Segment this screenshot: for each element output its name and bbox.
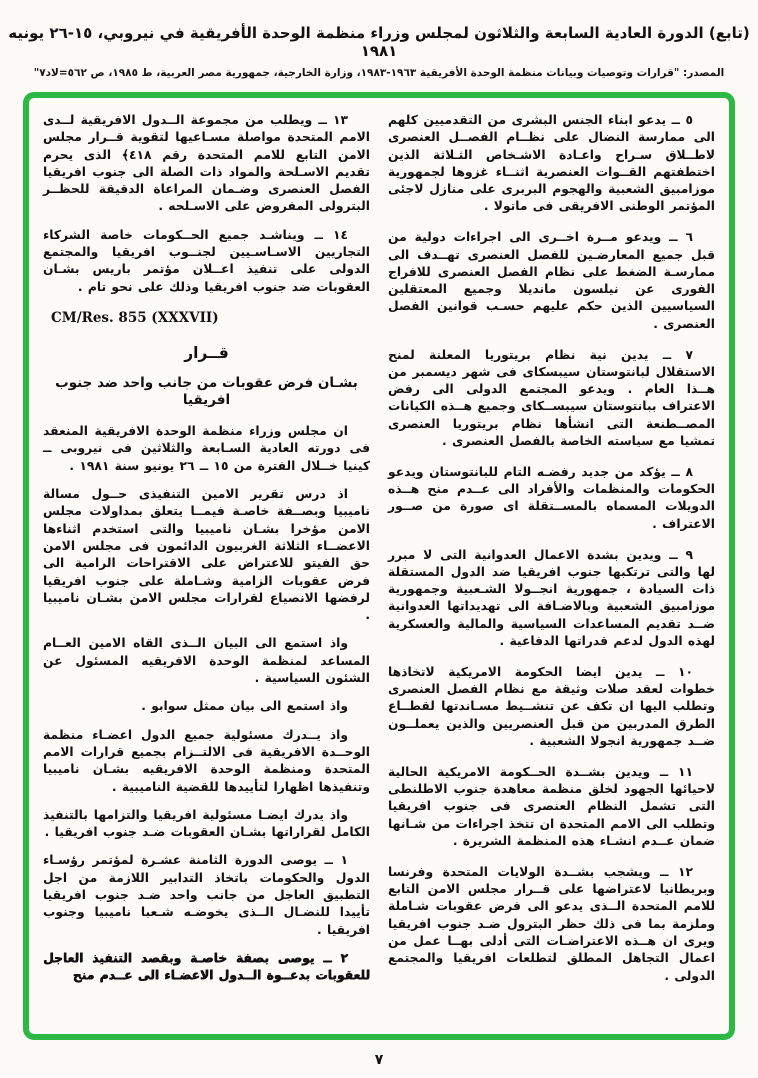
left-column: [43, 112, 370, 1024]
paragraph: ٩ ــ ويدين بشدة الاعمال العدوانية التى لا مبرر لها والتى ترتكبها جنوب افريقيا ضد الدول المستقلة ذات السيادة ، جمهورية انجــولا الشـعبية وجمهورية موزامبيق الشعبية وبالاضـافة الى تهديداتها العدوانية ضــد تقديم المساعدات السياسية والمالية والعسكرية لهذه الدول لدعم قدراتها الدفاعية .: [388, 547, 715, 649]
paragraph: ٧ ــ يدين نية نظام بريتوريا المعلنة لمنح الاستقلال لبانتوستان سيبسكاى فى شهر ديسمبر من هــذا العام . ويدعو المجتمع الدولى الى رفض الاعتراف ببانتوستان سيبســكاى وجميع هــذه الكيانات المصــطنعة التى انشأها نظام بريتوريا العنصرى تمشيا مع سياسته الخاصة بالفصل العنصرى .: [388, 347, 715, 449]
page-header: [0, 0, 758, 79]
text-columns: [43, 112, 715, 1024]
paragraph: ٦ ــ ويدعو مــرة اخــرى الى اجراءات دولية من قبل جميع المعارضـين للفصل العنصرى تهــدف الى ممارسـة الضغط على نظام الفصل العنصرى للافراج الفورى عن نيلسون مانديلا وجميع المعتقلين السياسيين الذين حكم عليهم حسـب قوانين الفصل العنصرى .: [388, 230, 715, 331]
paragraph: ١٤ ــ ويناشـد جميع الحــكومات خاصة الشركاء التجاريين الاسـاسـيين لجنــوب افريقيا والمجتمع الدولى على تنفيذ اعــلان مؤتمر باريس بشـان العقوبات ضد جنوب افريقيا وذلك على نحو تام .: [43, 227, 370, 294]
paragraph: ٢ ــ يوصى بصفة خاصـة وبقصد التنفيذ العاجل للعقوبات بدعــوة الــدول الاعضـاء الى عــدم منح: [43, 950, 370, 983]
paragraph: ١ ــ يوصى الدورة الثامنة عشـرة لمؤتمر رؤسـاء الدول والحكومات باتخاذ التدابير اللازمة من اجل التطبيق العاجل من جانب واحد ضـد جنوب افريقيا تأييدا للنضـال الــذى يخوضـه شـعبا ناميبيا وجنوب افريقيا .: [43, 853, 370, 937]
right-column: [388, 112, 715, 1024]
paragraph: ٨ ــ يؤكد من جديد رفضـه التام للبانتوستان ويدعو الحكومات والمنظمات والأفراد الى عــدم منح هــذه الدويلات المسماه بالمســتقلة اى صورة من صــور الاعتراف .: [388, 464, 715, 531]
page-number: ٧: [374, 1052, 384, 1068]
paragraph: واذ يــدرك مسئولية جميع الدول اعضـاء منظمة الوحــدة الافريقية فى الالتــزام بجميع قرارات الامم المتحدة ومنظمة الوحدة الافريقيه بشـان ناميبيا وتنفيذها اظهارا لتأييدها للقضية الناميبية .: [43, 727, 370, 794]
paragraph: واذ يدرك ايضـا مسئولية افريقيا والتزامها بالتنفيذ الكامل لقراراتها بشـان العقوبات ضـد جنوب افريقيا .: [43, 807, 370, 840]
resolution-code: CM/Res. 855 (XXXVII): [51, 309, 219, 326]
resolution-subtitle: بشـان فرض عقوبات من جانب واحد ضد جنوب افريقيا: [55, 374, 358, 408]
source-citation: المصدر: "قرارات وتوصيات وبيانات منظمة الوحدة الأفريقية ١٩٦٣-١٩٨٣، وزارة الخارجية، جمهورية مصر العربية، ط ١٩٨٥، ص ٥٦٢=لاد٧": [33, 67, 725, 79]
paragraph: ١٣ ــ ويطلب من مجموعة الــدول الافريقية لــدى الامم المتحدة مواصلة مسـاعيها لتقوية قــرار مجلس الامن التابع للامم المتحدة رقم ٤١٨﴾ الذى يحرم تقديم الاسـلحة والمواد ذات الصلة الى جنوب افريقيا الفصل العنصرى وضـمان المراعاة الدقيقة للحظــر البترولى المفروض على الاسـلحه .: [43, 113, 370, 214]
paragraph: اذ درس تقرير الامين التنفيذى حــول مسالة ناميبيا وبصــفة خاصـة فيمــا يتعلق بمداولات مجلس الامن مؤخرا بشـان ناميبيا والتى استخدم اثناءها الاعضــاء الثلاثة الغربيون الدائمون فى مجلس الامن حق الفيتو للاعتراض على الاقتراحات الرامية الى فرض عقوبات الزامية وشـاملة على جنوب افريقيا لرفضها الانصياع لقرارات مجلس الامن بشـان ناميبيا .: [43, 487, 370, 623]
left-column-top: [43, 112, 370, 296]
paragraph: واذ استمع الى البيان الــذى القاه الامين العــام المساعد لمنظمة الوحدة الافريقيه المسئول عن الشئون السياسية .: [43, 636, 370, 686]
paragraph: واذ استمع الى بيان ممثل سوابو .: [141, 699, 348, 714]
paragraph: ١٢ ــ ويشجب بشــدة الولايات المتحدة وفرنسا وبريطانيا لاعتراضها على قــرار مجلس الامن التابع للامم المتحدة الــذى يدعو الى فرض عقوبات شـاملة وملزمة بما فى ذلك حظر البترول ضـد جنوب افريقيا ويرى ان هــذه الاعتراضـات التى أدلى بهــا عمل من اعمال التجاهل المطلق لتطلعات افريقيا والمجتمع الدولى .: [388, 864, 715, 983]
resolution-title: قــرار: [184, 344, 229, 363]
paragraph: ٥ ــ يدعو ابناء الجنس البشرى من التقدميين كلهم الى ممارسة النضال على نظــام الفصــل العنصرى لاطــلاق سـراح واعـادة الاشـخاص الثـلاثة الذين اختطفتهم القــوات العنصرية اثنــاء غزوها لجمهورية موزامبيق الشعبية والهجوم البربرى على منازل لاجئى المؤتمر الوطنى الافريقى فى ماتولا .: [388, 113, 715, 214]
paragraph: ان مجلس وزراء منظمة الوحدة الافريقية المنعقد فى دورته العادية السـابعة والثلاثين فى نيروبى ــ كينيا خــلال الفترة من ١٥ ــ ٢٦ يونيو سنة ١٩٨١ .: [43, 424, 370, 473]
session-title: (تابع) الدورة العادية السابعة والثلاثون لمجلس وزراء منظمة الوحدة الأفريقية في نيروبي، ١٥-٢٦ يونيه ١٩٨١: [8, 24, 750, 60]
paragraph: ١١ ــ ويدين بشــدة الحــكومة الامريكية الحالية لاحيائها الجهود لخلق منظمة معاهدة جنوب الاطلنطى التى تشمل النظام العنصرى فى جنوب افريقيا وتطلب الى الامم المتحدة ان تتخذ اجراءات من شـانها ضمان عــدم انشـاء هذه المنظمة الشريرة .: [388, 764, 715, 848]
left-column-body: [43, 423, 370, 984]
paragraph: ١٠ ــ يدين ايضا الحكومة الامريكية لاتخاذها خطوات لعقد صلات وثيقة مع نظام الفصل العنصرى وتطلب اليها ان تكف عن تنشــيط مسـاندتها لقطــاع الطرق المدربين من قبل العنصريين والذين يعملــون ضــد جمهورية انجولا الشعبية .: [388, 664, 715, 748]
content-frame: [23, 92, 735, 1040]
